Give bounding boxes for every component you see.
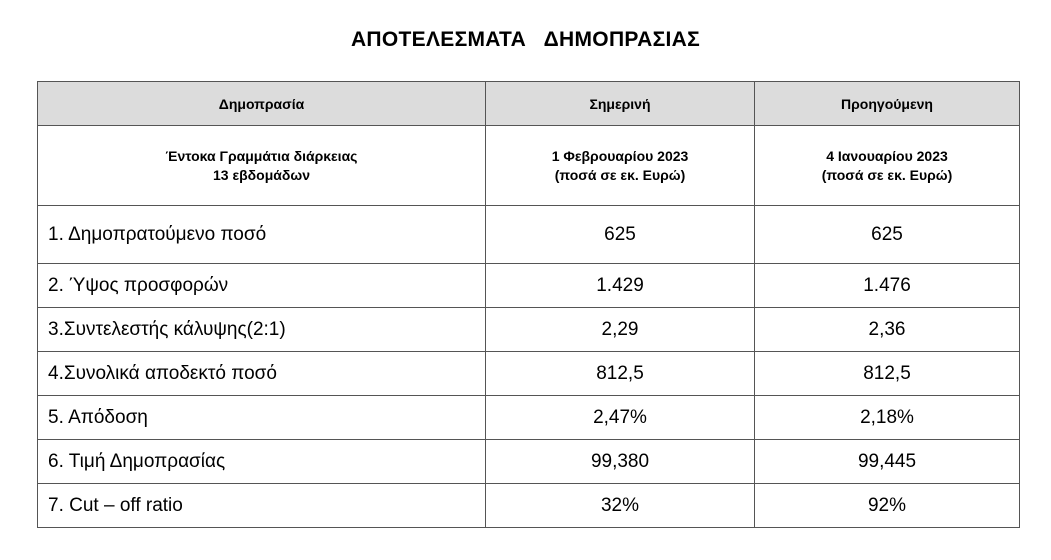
header-previous: Προηγούμενη	[755, 82, 1020, 126]
row-current-value: 2,29	[486, 308, 755, 352]
row-previous-value: 1.476	[755, 264, 1020, 308]
instrument-duration: 13 εβδομάδων	[213, 166, 310, 183]
table-header-row	[38, 82, 1020, 126]
table-row	[38, 206, 1020, 264]
row-previous-value: 625	[755, 206, 1020, 264]
row-current-value: 99,380	[486, 440, 755, 484]
auction-results-table	[37, 81, 1020, 528]
row-current-value: 32%	[486, 484, 755, 528]
row-label: 4.Συνολικά αποδεκτό ποσό	[38, 352, 486, 396]
table-subheader-row	[38, 126, 1020, 206]
row-label: 2. Ύψος προσφορών	[38, 264, 486, 308]
row-current-value: 2,47%	[486, 396, 755, 440]
page-title: ΑΠΟΤΕΛΕΣΜΑΤΑ ΔΗΜΟΠΡΑΣΙΑΣ	[350, 28, 701, 51]
row-current-value: 1.429	[486, 264, 755, 308]
row-current-value: 625	[486, 206, 755, 264]
row-previous-value: 812,5	[755, 352, 1020, 396]
row-previous-value: 99,445	[755, 440, 1020, 484]
subheader-previous-date	[755, 126, 1020, 206]
table-row	[38, 352, 1020, 396]
table-row	[38, 264, 1020, 308]
row-label: 3.Συντελεστής κάλυψης(2:1)	[38, 308, 486, 352]
previous-units: (ποσά σε εκ. Ευρώ)	[821, 166, 953, 183]
table-row	[38, 396, 1020, 440]
row-previous-value: 2,18%	[755, 396, 1020, 440]
row-previous-value: 2,36	[755, 308, 1020, 352]
table-row	[38, 440, 1020, 484]
row-label: 6. Τιμή Δημοπρασίας	[38, 440, 486, 484]
table-row	[38, 308, 1020, 352]
row-label: 1. Δημοπρατούμενο ποσό	[38, 206, 486, 264]
subheader-current-date	[486, 126, 755, 206]
subheader-instrument	[38, 126, 486, 206]
current-units: (ποσά σε εκ. Ευρώ)	[554, 166, 686, 183]
table-row	[38, 484, 1020, 528]
row-label: 7. Cut – off ratio	[38, 484, 486, 528]
previous-date: 4 Ιανουαρίου 2023	[826, 147, 948, 164]
header-current: Σημερινή	[486, 82, 755, 126]
instrument-name: Έντοκα Γραμμάτια διάρκειας	[165, 147, 358, 164]
row-label: 5. Απόδοση	[38, 396, 486, 440]
row-current-value: 812,5	[486, 352, 755, 396]
header-auction: Δημοπρασία	[38, 82, 486, 126]
current-date: 1 Φεβρουαρίου 2023	[551, 147, 689, 164]
row-previous-value: 92%	[755, 484, 1020, 528]
